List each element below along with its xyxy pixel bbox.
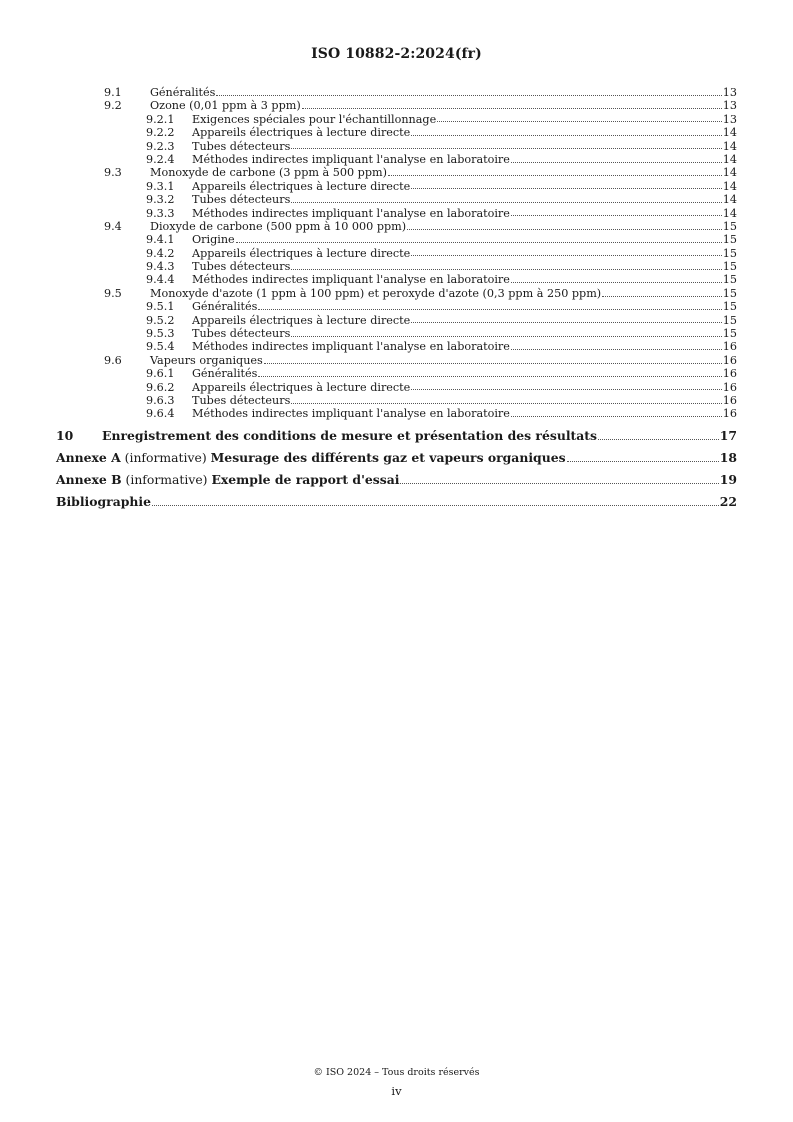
toc-entry[interactable] bbox=[56, 407, 737, 420]
dot-leader bbox=[411, 135, 721, 136]
toc-entry[interactable] bbox=[56, 207, 737, 220]
dot-leader bbox=[291, 403, 721, 404]
toc-major-page: 17 bbox=[719, 427, 737, 443]
toc-entry-title: Vapeurs organiques bbox=[150, 353, 263, 367]
dot-leader bbox=[400, 483, 718, 484]
toc-entry-number: 9.3.2 bbox=[146, 193, 175, 207]
toc-major-prefix: Bibliographie bbox=[56, 493, 152, 509]
toc-entry[interactable] bbox=[56, 340, 737, 353]
toc-entry-title: Dioxyde de carbone (500 ppm à 10 000 ppm) bbox=[150, 219, 407, 233]
dot-leader bbox=[258, 309, 721, 310]
toc-entry-number: 9.4.1 bbox=[146, 233, 175, 247]
toc-major-page: 19 bbox=[719, 471, 737, 487]
toc-entry-page: 16 bbox=[722, 380, 737, 394]
toc-entry-number: 9.5.1 bbox=[146, 300, 175, 314]
toc-entry-number: 9.6.3 bbox=[146, 393, 175, 407]
toc-entry-page: 14 bbox=[722, 139, 737, 153]
toc-entry-page: 13 bbox=[722, 112, 737, 126]
toc-entry-title: Tubes détecteurs bbox=[192, 193, 291, 207]
toc-entry-title: Tubes détecteurs bbox=[192, 139, 291, 153]
toc-entry-title: Généralités bbox=[150, 86, 216, 99]
toc-entry-title: Tubes détecteurs bbox=[192, 260, 291, 274]
toc-entry[interactable] bbox=[56, 220, 737, 233]
dot-leader bbox=[216, 95, 721, 96]
toc-entry-number: 9.4 bbox=[104, 219, 122, 233]
toc-entry[interactable] bbox=[56, 86, 737, 99]
toc-entry-page: 16 bbox=[722, 407, 737, 421]
toc-major-page: 18 bbox=[719, 449, 737, 465]
dot-leader bbox=[511, 349, 722, 350]
toc-entry-number: 9.1 bbox=[104, 86, 122, 99]
toc-entry-number: 9.2.2 bbox=[146, 126, 175, 140]
toc-major-prefix: Annexe B bbox=[56, 471, 122, 487]
dot-leader bbox=[567, 461, 719, 462]
dot-leader bbox=[598, 439, 719, 440]
dot-leader bbox=[388, 175, 722, 176]
toc-entry-page: 13 bbox=[722, 86, 737, 99]
dot-leader bbox=[291, 269, 721, 270]
toc-major-title: Enregistrement des conditions de mesure et présentation des résultats bbox=[102, 427, 597, 443]
dot-leader bbox=[411, 188, 721, 189]
dot-leader bbox=[437, 121, 722, 122]
dot-leader bbox=[291, 336, 721, 337]
toc-entry[interactable] bbox=[56, 193, 737, 206]
toc-entry[interactable] bbox=[56, 140, 737, 153]
toc-entry-number: 9.6.1 bbox=[146, 367, 175, 381]
toc-entry-page: 14 bbox=[722, 152, 737, 166]
toc-entry[interactable] bbox=[56, 126, 737, 139]
document-header: ISO 10882-2:2024(fr) bbox=[311, 46, 482, 62]
toc-major-entry[interactable] bbox=[56, 425, 737, 447]
toc-entry-number: 9.5.3 bbox=[146, 327, 175, 341]
table-of-contents bbox=[56, 86, 737, 513]
toc-entry-page: 14 bbox=[722, 193, 737, 207]
toc-entry[interactable] bbox=[56, 260, 737, 273]
toc-entry-number: 9.4.2 bbox=[146, 246, 175, 260]
toc-entry[interactable] bbox=[56, 113, 737, 126]
toc-entry-number: 9.2.1 bbox=[146, 112, 175, 126]
toc-major-entry[interactable] bbox=[56, 447, 737, 469]
toc-entry-title: Exigences spéciales pour l'échantillonnage bbox=[192, 112, 437, 126]
toc-entry[interactable] bbox=[56, 394, 737, 407]
toc-entry-title: Méthodes indirectes impliquant l'analyse en laboratoire bbox=[192, 273, 510, 287]
toc-entry[interactable] bbox=[56, 273, 737, 286]
toc-entry[interactable] bbox=[56, 180, 737, 193]
toc-entry-number: 9.3.3 bbox=[146, 206, 175, 220]
toc-entry-title: Origine bbox=[192, 233, 235, 247]
toc-entry-number: 9.2.4 bbox=[146, 152, 175, 166]
toc-entry-page: 13 bbox=[722, 99, 737, 113]
toc-entry-page: 15 bbox=[722, 300, 737, 314]
dot-leader bbox=[236, 242, 722, 243]
toc-entry-page: 14 bbox=[722, 179, 737, 193]
toc-entry[interactable] bbox=[56, 99, 737, 112]
dot-leader bbox=[411, 322, 721, 323]
dot-leader bbox=[291, 148, 721, 149]
toc-entry-title: Monoxyde de carbone (3 ppm à 500 ppm) bbox=[150, 166, 387, 180]
toc-entry-page: 14 bbox=[722, 166, 737, 180]
toc-major-entry[interactable] bbox=[56, 469, 737, 491]
toc-entry[interactable] bbox=[56, 166, 737, 179]
toc-entry-title: Appareils électriques à lecture directe bbox=[192, 313, 411, 327]
toc-entry-number: 9.6 bbox=[104, 353, 122, 367]
toc-entry-title: Méthodes indirectes impliquant l'analyse en laboratoire bbox=[192, 407, 510, 421]
dot-leader bbox=[264, 363, 722, 364]
toc-major-entry[interactable] bbox=[56, 491, 737, 513]
toc-entry[interactable] bbox=[56, 153, 737, 166]
dot-leader bbox=[258, 376, 721, 377]
dot-leader bbox=[511, 162, 722, 163]
toc-entry-title: Méthodes indirectes impliquant l'analyse en laboratoire bbox=[192, 340, 510, 354]
toc-entry[interactable] bbox=[56, 300, 737, 313]
toc-entry-number: 9.5.4 bbox=[146, 340, 175, 354]
toc-major-list bbox=[56, 425, 737, 513]
toc-entry-page: 16 bbox=[722, 367, 737, 381]
dot-leader bbox=[407, 229, 722, 230]
toc-entry-title: Généralités bbox=[192, 367, 258, 381]
toc-entry-title: Généralités bbox=[192, 300, 258, 314]
copyright-footer: © ISO 2024 – Tous droits réservés bbox=[313, 1067, 480, 1078]
toc-major-title: Exemple de rapport d'essai bbox=[211, 471, 400, 487]
toc-entry-page: 16 bbox=[722, 340, 737, 354]
toc-entry-page: 14 bbox=[722, 126, 737, 140]
toc-entry-page: 15 bbox=[722, 327, 737, 341]
toc-entry-title: Appareils électriques à lecture directe bbox=[192, 246, 411, 260]
toc-major-number: 10 bbox=[56, 427, 74, 443]
dot-leader bbox=[291, 202, 721, 203]
toc-major-prefix: Annexe A bbox=[56, 449, 121, 465]
toc-entry-title: Ozone (0,01 ppm à 3 ppm) bbox=[150, 99, 301, 113]
toc-entry-number: 9.2.3 bbox=[146, 139, 175, 153]
toc-entry-number: 9.4.4 bbox=[146, 273, 175, 287]
toc-major-page: 22 bbox=[719, 493, 737, 509]
toc-entry-number: 9.5 bbox=[104, 286, 122, 300]
dot-leader bbox=[511, 416, 722, 417]
dot-leader bbox=[602, 296, 722, 297]
page-number: iv bbox=[391, 1084, 402, 1098]
toc-entry-page: 15 bbox=[722, 286, 737, 300]
dot-leader bbox=[411, 389, 721, 390]
toc-entry[interactable] bbox=[56, 327, 737, 340]
toc-entry-title: Tubes détecteurs bbox=[192, 327, 291, 341]
toc-entry[interactable] bbox=[56, 287, 737, 300]
toc-entry-number: 9.4.3 bbox=[146, 260, 175, 274]
toc-entry-title: Tubes détecteurs bbox=[192, 393, 291, 407]
toc-subsection-list bbox=[56, 86, 737, 421]
toc-entry-title: Méthodes indirectes impliquant l'analyse en laboratoire bbox=[192, 206, 510, 220]
toc-entry[interactable] bbox=[56, 354, 737, 367]
toc-entry-page: 14 bbox=[722, 206, 737, 220]
toc-entry-title: Appareils électriques à lecture directe bbox=[192, 126, 411, 140]
toc-major-note: (informative) bbox=[120, 449, 211, 465]
dot-leader bbox=[152, 505, 719, 506]
toc-entry[interactable] bbox=[56, 381, 737, 394]
toc-entry-page: 15 bbox=[722, 219, 737, 233]
dot-leader bbox=[302, 108, 722, 109]
toc-entry[interactable] bbox=[56, 247, 737, 260]
toc-entry-page: 16 bbox=[722, 353, 737, 367]
toc-entry[interactable] bbox=[56, 233, 737, 246]
dot-leader bbox=[511, 282, 722, 283]
toc-entry-title: Monoxyde d'azote (1 ppm à 100 ppm) et peroxyde d'azote (0,3 ppm à 250 ppm) bbox=[150, 286, 602, 300]
toc-entry[interactable] bbox=[56, 367, 737, 380]
toc-entry-page: 15 bbox=[722, 260, 737, 274]
toc-entry-title: Appareils électriques à lecture directe bbox=[192, 380, 411, 394]
toc-entry-number: 9.6.4 bbox=[146, 407, 175, 421]
toc-entry-page: 15 bbox=[722, 233, 737, 247]
toc-entry-page: 15 bbox=[722, 273, 737, 287]
toc-entry-page: 15 bbox=[722, 313, 737, 327]
toc-entry-number: 9.5.2 bbox=[146, 313, 175, 327]
toc-entry-number: 9.2 bbox=[104, 99, 122, 113]
toc-major-note: (informative) bbox=[121, 471, 212, 487]
toc-entry-number: 9.6.2 bbox=[146, 380, 175, 394]
toc-entry-title: Méthodes indirectes impliquant l'analyse en laboratoire bbox=[192, 152, 510, 166]
toc-entry[interactable] bbox=[56, 314, 737, 327]
toc-entry-page: 16 bbox=[722, 393, 737, 407]
dot-leader bbox=[411, 255, 721, 256]
toc-entry-page: 15 bbox=[722, 246, 737, 260]
toc-major-title: Mesurage des différents gaz et vapeurs organiques bbox=[210, 449, 566, 465]
toc-entry-number: 9.3 bbox=[104, 166, 122, 180]
dot-leader bbox=[511, 215, 722, 216]
toc-entry-number: 9.3.1 bbox=[146, 179, 175, 193]
toc-entry-title: Appareils électriques à lecture directe bbox=[192, 179, 411, 193]
